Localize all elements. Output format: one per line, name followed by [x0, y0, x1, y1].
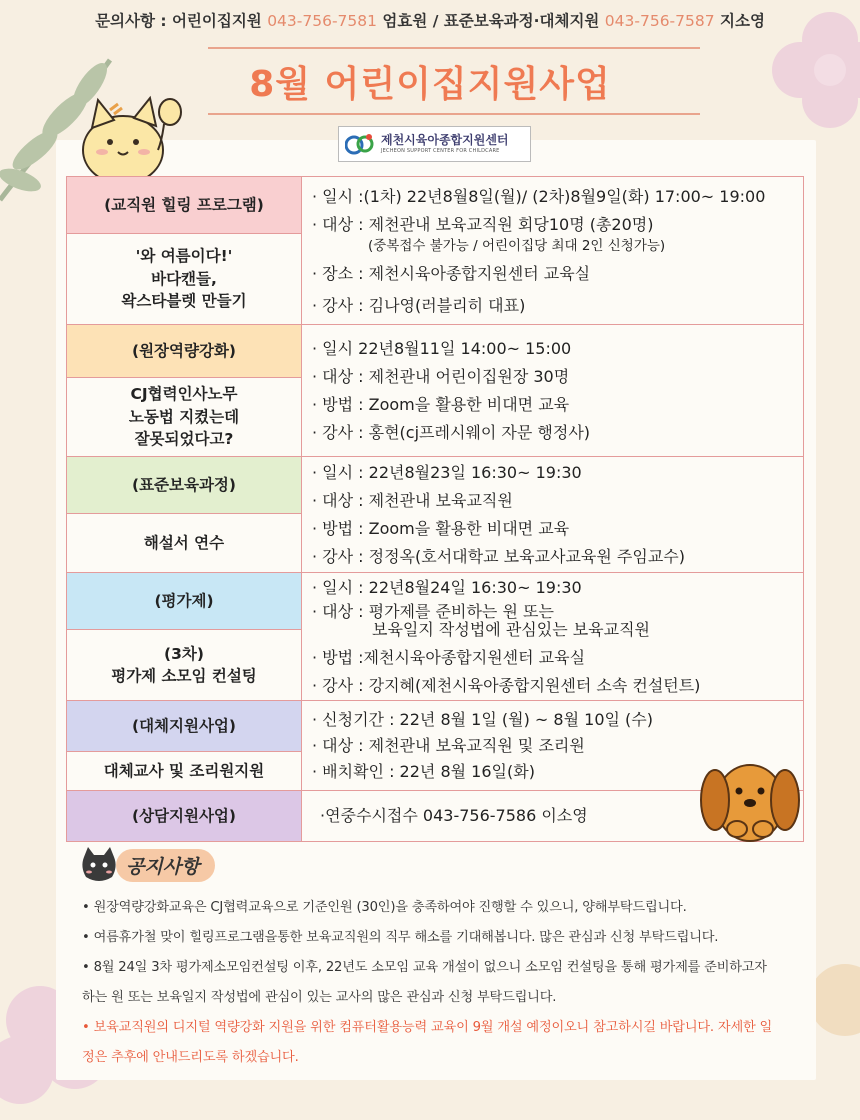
program-title-cell [67, 234, 302, 325]
detail-line-continued: 보육일지 작성법에 관심있는 보육교직원 [372, 619, 651, 639]
detail-line: · 대상 : 제천관내 보육교직원 [312, 490, 513, 510]
program-title-cell [67, 752, 302, 791]
category-cell: (상담지원사업) [67, 791, 302, 842]
program-title-line: 잘못되었다고? [134, 430, 234, 449]
logo-korean-text: 제천시육아종합지원센터 [381, 133, 509, 147]
program-row [67, 791, 804, 842]
program-title-line: 해설서 연수 [143, 533, 225, 552]
detail-line: · 장소 : 제천시육아종합지원센터 교육실 [312, 263, 591, 283]
cat-mascot-icon [78, 90, 188, 185]
detail-line: · 신청기간 : 22년 8월 1일 (월) ~ 8월 10일 (수) [312, 709, 653, 729]
contact-prefix: 문의사항 : 어린이집지원 [95, 12, 268, 30]
program-title-line: (3차) [164, 644, 204, 663]
detail-line: · 강사 : 정정옥(호서대학교 보육교사교육원 주임교수) [312, 546, 685, 566]
logo-english-text: JECHEON SUPPORT CENTER FOR CHILDCARE [381, 148, 500, 154]
detail-line: · 배치확인 : 22년 8월 16일(화) [312, 761, 535, 781]
detail-line: · 대상 : 평가제를 준비하는 원 또는 [312, 601, 554, 621]
program-title-line: 대체교사 및 조리원지원 [103, 761, 265, 780]
black-cat-icon [78, 845, 120, 885]
page-title: 8월 어린이집지원사업 [249, 64, 611, 105]
detail-line: · 일시 : 22년8월23일 16:30~ 19:30 [312, 462, 582, 482]
detail-line: · 일시 : 22년8월24일 16:30~ 19:30 [312, 577, 582, 597]
details-cell [302, 573, 804, 701]
program-row [67, 573, 804, 630]
detail-line: · 일시 :(1차) 22년8월8일(월)/ (2차)8월9일(화) 17:00~ 19:00 [312, 187, 766, 207]
notice-heading [78, 845, 215, 885]
details-cell [302, 457, 804, 573]
detail-line: · 대상 : 제천관내 보육교직원 및 조리원 [312, 735, 585, 755]
program-row [67, 457, 804, 514]
notice-item-highlight: • 보육교직원의 디지털 역량강화 지원을 위한 컴퓨터활용능력 교육이 9월 개설 예정이오니 참고하시길 바랍니다. 자세한 일정은 추후에 안내드리도록 하겠습니다. [82, 1020, 773, 1065]
title-divider-bottom [208, 113, 700, 115]
detail-line: ·연중수시접수 043-756-7586 이소영 [320, 806, 588, 825]
detail-line: · 대상 : 제천관내 보육교직원 회당10명 (총20명) [312, 215, 654, 235]
program-title-line: '와 여름이다!' [135, 247, 233, 266]
contact-phone-1: 043-756-7581 [267, 12, 377, 30]
notice-title: 공지사항 [116, 849, 215, 882]
dog-mascot-icon [695, 745, 805, 855]
contact-phone-2: 043-756-7587 [604, 12, 715, 30]
detail-note: (중복접수 불가능 / 어린이집당 최대 2인 신청가능) [368, 238, 666, 255]
title-divider-top [208, 47, 700, 49]
program-title-cell [67, 378, 302, 457]
detail-line: · 일시 22년8월11일 14:00~ 15:00 [312, 338, 572, 358]
program-title-line: CJ협력인사노무 [130, 385, 238, 404]
program-row [67, 325, 804, 378]
notice-item: • 여름휴가철 맞이 힐링프로그램을통한 보육교직원의 직무 해소를 기대해봅니다. 많은 관심과 신청 부탁드립니다. [82, 930, 719, 945]
details-cell [302, 325, 804, 457]
contact-mid: 엄효원 / 표준보육과정·대체지원 [377, 12, 605, 30]
program-title-line: 왁스타블렛 만들기 [121, 292, 247, 311]
notice-item: • 원장역량강화교육은 CJ협력교육으로 기준인원 (30인)을 충족하여야 진행할 수 있으니, 양해부탁드립니다. [82, 900, 687, 915]
details-cell [302, 177, 804, 325]
notice-item: • 8월 24일 3차 평가제소모임컨설팅 이후, 22년도 소모임 교육 개설이 없으니 소모임 컨설팅을 통해 평가제를 준비하고자 하는 원 또는 보육일지 작성법에 관심이 있는 교사의 많은 관심과 신청 부탁드립니다. [82, 960, 767, 1005]
program-title-cell [67, 630, 302, 701]
detail-line: · 강사 : 강지혜(제천시육아종합지원센터 소속 컨설턴트) [312, 675, 701, 695]
program-title-cell [67, 514, 302, 573]
center-logo [338, 126, 531, 162]
program-row [67, 701, 804, 752]
detail-line: · 강사 : 홍현(cj프레시웨이 자문 행정사) [312, 422, 591, 442]
program-schedule-table [66, 176, 804, 842]
detail-line: · 대상 : 제천관내 어린이집원장 30명 [312, 366, 570, 386]
detail-line: · 방법 : Zoom을 활용한 비대면 교육 [312, 518, 570, 538]
notice-body [82, 893, 782, 1073]
contact-suffix: 지소영 [714, 12, 765, 30]
program-title-line: 바다캔들, [151, 269, 217, 288]
category-cell: (원장역량강화) [67, 325, 302, 378]
program-row [67, 177, 804, 234]
category-cell: (평가제) [67, 573, 302, 630]
detail-line: · 방법 :제천시육아종합지원센터 교육실 [312, 647, 586, 667]
category-cell: (교직원 힐링 프로그램) [67, 177, 302, 234]
category-cell: (표준보육과정) [67, 457, 302, 514]
detail-line: · 강사 : 김나영(러블리히 대표) [312, 295, 526, 315]
category-cell: (대체지원사업) [67, 701, 302, 752]
program-title-line: 노동법 지켰는데 [128, 407, 240, 426]
detail-line: · 방법 : Zoom을 활용한 비대면 교육 [312, 394, 570, 414]
center-logo-icon [345, 131, 375, 157]
program-title-line: 평가제 소모임 컨설팅 [111, 667, 257, 685]
contact-info [0, 9, 860, 31]
